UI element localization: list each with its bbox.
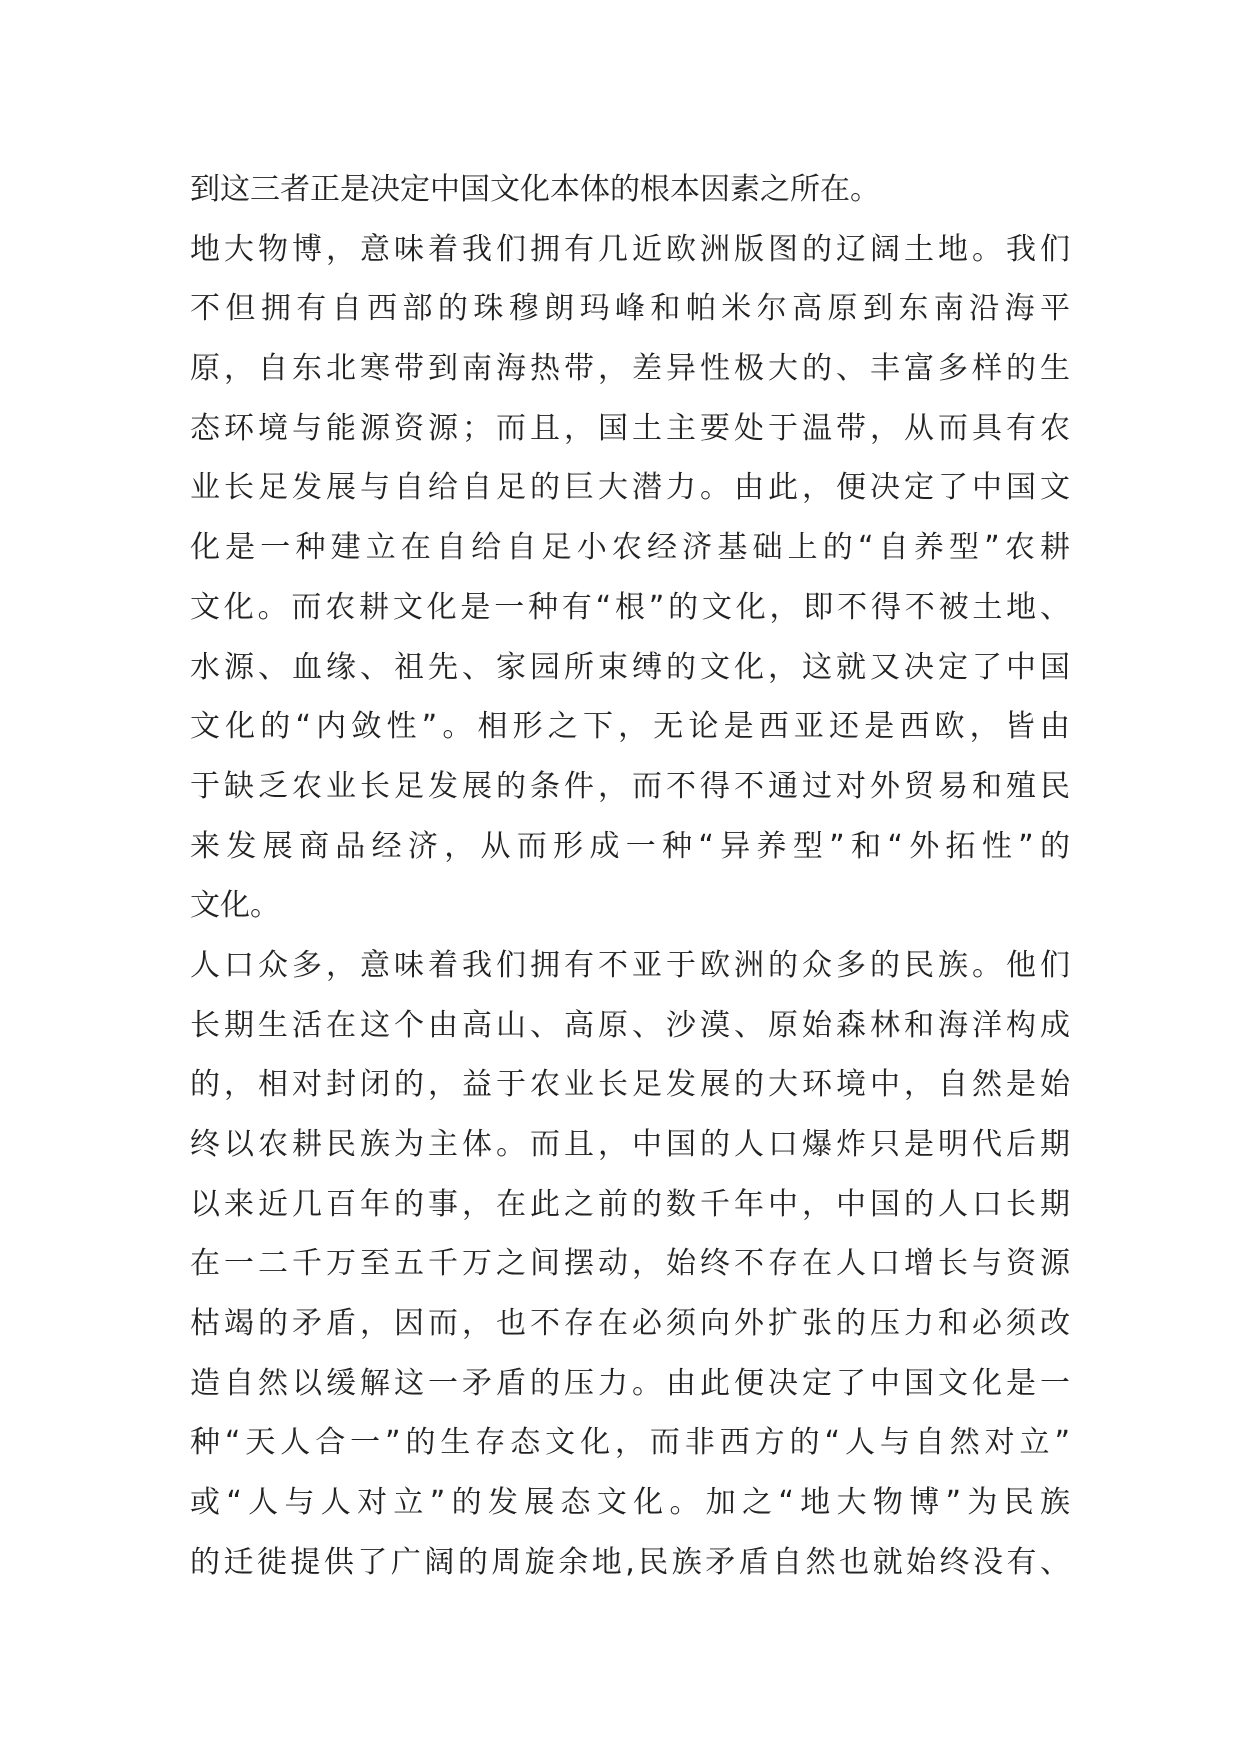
text-line: 文化。而农耕文化是一种有“根”的文化，即不得不被土地、 [190, 589, 1070, 625]
text-line: 化是一种建立在自给自足小农经济基础上的“自养型”农耕 [190, 530, 1070, 566]
text-line: 终以农耕民族为主体。而且，中国的人口爆炸只是明代后期 [190, 1127, 1070, 1162]
text-line: 以来近几百年的事，在此之前的数千年中，中国的人口长期 [190, 1186, 1070, 1222]
text-line: 在一二千万至五千万之间摆动，始终不存在人口增长与资源 [190, 1246, 1070, 1282]
text-line: 长期生活在这个由高山、高原、沙漠、原始森林和海洋构成 [190, 1007, 1070, 1043]
text-line: 文化。 [190, 888, 280, 924]
text-line: 的，相对封闭的，益于农业长足发展的大环境中，自然是始 [190, 1067, 1070, 1103]
text-line: 来发展商品经济，从而形成一种“异养型”和“外拓性”的 [190, 828, 1070, 864]
body-text [190, 160, 1070, 1593]
text-line: 于缺乏农业长足发展的条件，而不得不通过对外贸易和殖民 [190, 768, 1070, 804]
text-line: 的迁徙提供了广阔的周旋余地,民族矛盾自然也就始终没有、 [190, 1544, 1070, 1580]
text-line: 种“天人合一”的生存态文化，而非西方的“人与自然对立” [190, 1425, 1070, 1461]
text-line: 枯竭的矛盾，因而，也不存在必须向外扩张的压力和必须改 [190, 1306, 1070, 1342]
text-line: 地大物博，意味着我们拥有几近欧洲版图的辽阔土地。我们 [190, 231, 1070, 267]
text-line: 文化的“内敛性”。相形之下，无论是西亚还是西欧，皆由 [190, 709, 1070, 745]
text-line: 原，自东北寒带到南海热带，差异性极大的、丰富多样的生 [190, 351, 1070, 387]
text-line: 业长足发展与自给自足的巨大潜力。由此，便决定了中国文 [190, 470, 1070, 506]
text-line: 人口众多，意味着我们拥有不亚于欧洲的众多的民族。他们 [190, 947, 1070, 983]
text-line: 态环境与能源资源；而且，国土主要处于温带，从而具有农 [190, 410, 1070, 446]
text-line: 到这三者正是决定中国文化本体的根本因素之所在。 [190, 172, 880, 207]
text-line: 水源、血缘、祖先、家园所束缚的文化，这就又决定了中国 [190, 649, 1070, 685]
text-line: 造自然以缓解这一矛盾的压力。由此便决定了中国文化是一 [190, 1365, 1070, 1401]
text-line: 或“人与人对立”的发展态文化。加之“地大物博”为民族 [190, 1485, 1070, 1521]
text-line: 不但拥有自西部的珠穆朗玛峰和帕米尔高原到东南沿海平 [190, 291, 1070, 327]
